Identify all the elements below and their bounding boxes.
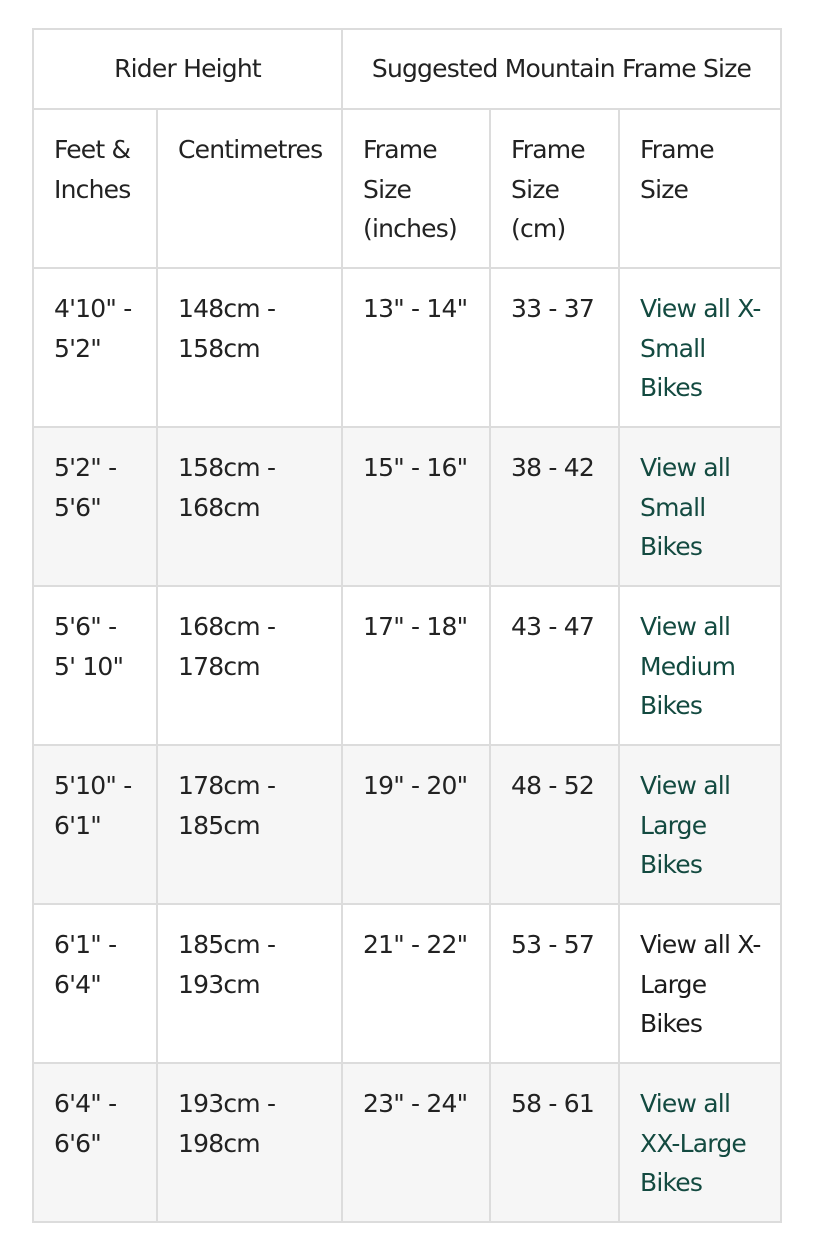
frame-size-cm-cell: 43 - 47	[490, 586, 619, 745]
rider-height-feet-cell: 6'4" - 6'6"	[33, 1063, 157, 1222]
view-medium-bikes-link[interactable]: View all Medium Bikes	[640, 612, 736, 720]
rider-height-feet-cell: 6'1" - 6'4"	[33, 904, 157, 1063]
frame-link-cell	[619, 586, 781, 745]
view-xx-large-bikes-link[interactable]: View all XX-Large Bikes	[640, 1089, 746, 1197]
group-header-row	[33, 29, 781, 109]
frame-size-inches-cell: 21" - 22"	[342, 904, 490, 1063]
rider-height-cm-cell: 158cm - 168cm	[157, 427, 342, 586]
frame-size-inches-cell: 17" - 18"	[342, 586, 490, 745]
view-small-bikes-link[interactable]: View all Small Bikes	[640, 453, 731, 561]
table-row	[33, 427, 781, 586]
view-x-small-bikes-link[interactable]: View all X-Small Bikes	[640, 294, 761, 402]
rider-height-feet-cell: 5'10" - 6'1"	[33, 745, 157, 904]
rider-height-cm-cell: 168cm - 178cm	[157, 586, 342, 745]
feet-inches-header: Feet & Inches	[33, 109, 157, 268]
column-header-row	[33, 109, 781, 268]
frame-size-inches-cell: 23" - 24"	[342, 1063, 490, 1222]
frame-size-inches-cell: 19" - 20"	[342, 745, 490, 904]
table-row	[33, 745, 781, 904]
frame-size-cm-cell: 58 - 61	[490, 1063, 619, 1222]
rider-height-feet-cell: 5'2" - 5'6"	[33, 427, 157, 586]
centimetres-header: Centimetres	[157, 109, 342, 268]
table-row	[33, 904, 781, 1063]
frame-size-header: Frame Size	[619, 109, 781, 268]
frame-link-cell	[619, 904, 781, 1063]
rider-height-cm-cell: 185cm - 193cm	[157, 904, 342, 1063]
rider-height-cm-cell: 148cm - 158cm	[157, 268, 342, 427]
frame-link-cell	[619, 268, 781, 427]
view-large-bikes-link[interactable]: View all Large Bikes	[640, 771, 731, 879]
table-row	[33, 586, 781, 745]
rider-height-cm-cell: 193cm - 198cm	[157, 1063, 342, 1222]
frame-size-table	[32, 28, 782, 1223]
frame-size-inches-cell: 13" - 14"	[342, 268, 490, 427]
rider-height-feet-cell: 5'6" - 5' 10"	[33, 586, 157, 745]
frame-size-cm-cell: 48 - 52	[490, 745, 619, 904]
table-row	[33, 268, 781, 427]
frame-size-inches-cell: 15" - 16"	[342, 427, 490, 586]
rider-height-feet-cell: 4'10" - 5'2"	[33, 268, 157, 427]
frame-size-cm-cell: 53 - 57	[490, 904, 619, 1063]
frame-size-inches-header: Frame Size (inches)	[342, 109, 490, 268]
frame-link-cell	[619, 1063, 781, 1222]
rider-height-header: Rider Height	[33, 29, 342, 109]
frame-size-cm-header: Frame Size (cm)	[490, 109, 619, 268]
frame-size-cm-cell: 38 - 42	[490, 427, 619, 586]
table-row	[33, 1063, 781, 1222]
frame-link-cell	[619, 427, 781, 586]
frame-size-cm-cell: 33 - 37	[490, 268, 619, 427]
view-x-large-bikes-link[interactable]: View all X-Large Bikes	[640, 930, 761, 1038]
suggested-frame-size-header: Suggested Mountain Frame Size	[342, 29, 781, 109]
frame-link-cell	[619, 745, 781, 904]
rider-height-cm-cell: 178cm - 185cm	[157, 745, 342, 904]
